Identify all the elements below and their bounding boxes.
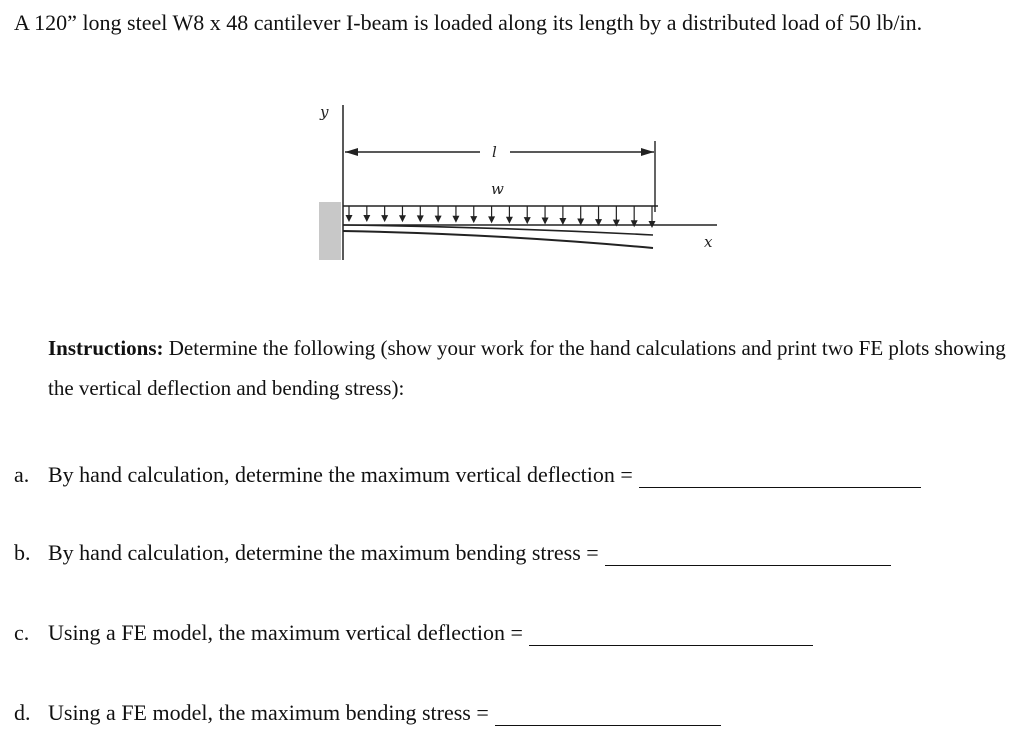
problem-statement: A 120” long steel W8 x 48 cantilever I-beam is loaded along its length by a distributed load of 50 lb/in. — [14, 10, 923, 35]
task-item-a — [14, 462, 921, 488]
task-item-c — [14, 620, 813, 646]
load-arrow — [524, 206, 531, 224]
load-label: w — [491, 180, 504, 198]
answer-blank-b[interactable] — [605, 543, 891, 566]
task-text: By hand calculation, determine the maximum vertical deflection = — [48, 462, 633, 487]
task-text: By hand calculation, determine the maximum bending stress = — [48, 540, 599, 565]
length-dim-right-arrow — [641, 148, 654, 156]
answer-blank-c[interactable] — [529, 623, 813, 646]
load-arrow — [452, 206, 459, 223]
task-letter: c. — [14, 620, 30, 645]
task-item-d — [14, 700, 721, 726]
length-dim-left-arrow — [345, 148, 358, 156]
instructions-lead: Instructions: — [48, 336, 164, 360]
load-arrow — [577, 206, 584, 226]
task-item-b — [14, 540, 891, 566]
load-arrow — [417, 206, 424, 222]
deflected-beam-top — [343, 225, 653, 235]
load-arrow — [346, 206, 353, 222]
load-arrow — [399, 206, 406, 222]
x-axis-label: x — [704, 233, 713, 251]
length-label: l — [492, 143, 497, 161]
load-arrow — [470, 206, 477, 223]
deflected-beam-bottom — [343, 231, 653, 248]
answer-blank-d[interactable] — [495, 703, 721, 726]
load-arrow — [488, 206, 495, 223]
load-arrow — [631, 206, 638, 227]
wall-support — [319, 202, 341, 260]
load-arrow — [506, 206, 513, 224]
task-letter: d. — [14, 700, 31, 725]
task-letter: a. — [14, 462, 30, 487]
load-arrow — [381, 206, 388, 222]
task-text: Using a FE model, the maximum bending stress = — [48, 700, 489, 725]
cantilever-beam-diagram — [300, 95, 740, 275]
instructions-text: Determine the following (show your work for the hand calculations and print two FE plots showing the vertical deflection and bending stress): — [48, 336, 1006, 400]
y-axis-label: y — [320, 103, 329, 121]
load-arrow — [595, 206, 602, 226]
load-arrow — [363, 206, 370, 222]
task-text: Using a FE model, the maximum vertical deflection = — [48, 620, 523, 645]
load-arrow — [613, 206, 620, 227]
load-arrow — [542, 206, 549, 225]
instructions-paragraph — [48, 328, 1018, 408]
answer-blank-a[interactable] — [639, 465, 921, 488]
load-arrow — [435, 206, 442, 223]
load-arrow — [559, 206, 566, 225]
task-letter: b. — [14, 540, 31, 565]
